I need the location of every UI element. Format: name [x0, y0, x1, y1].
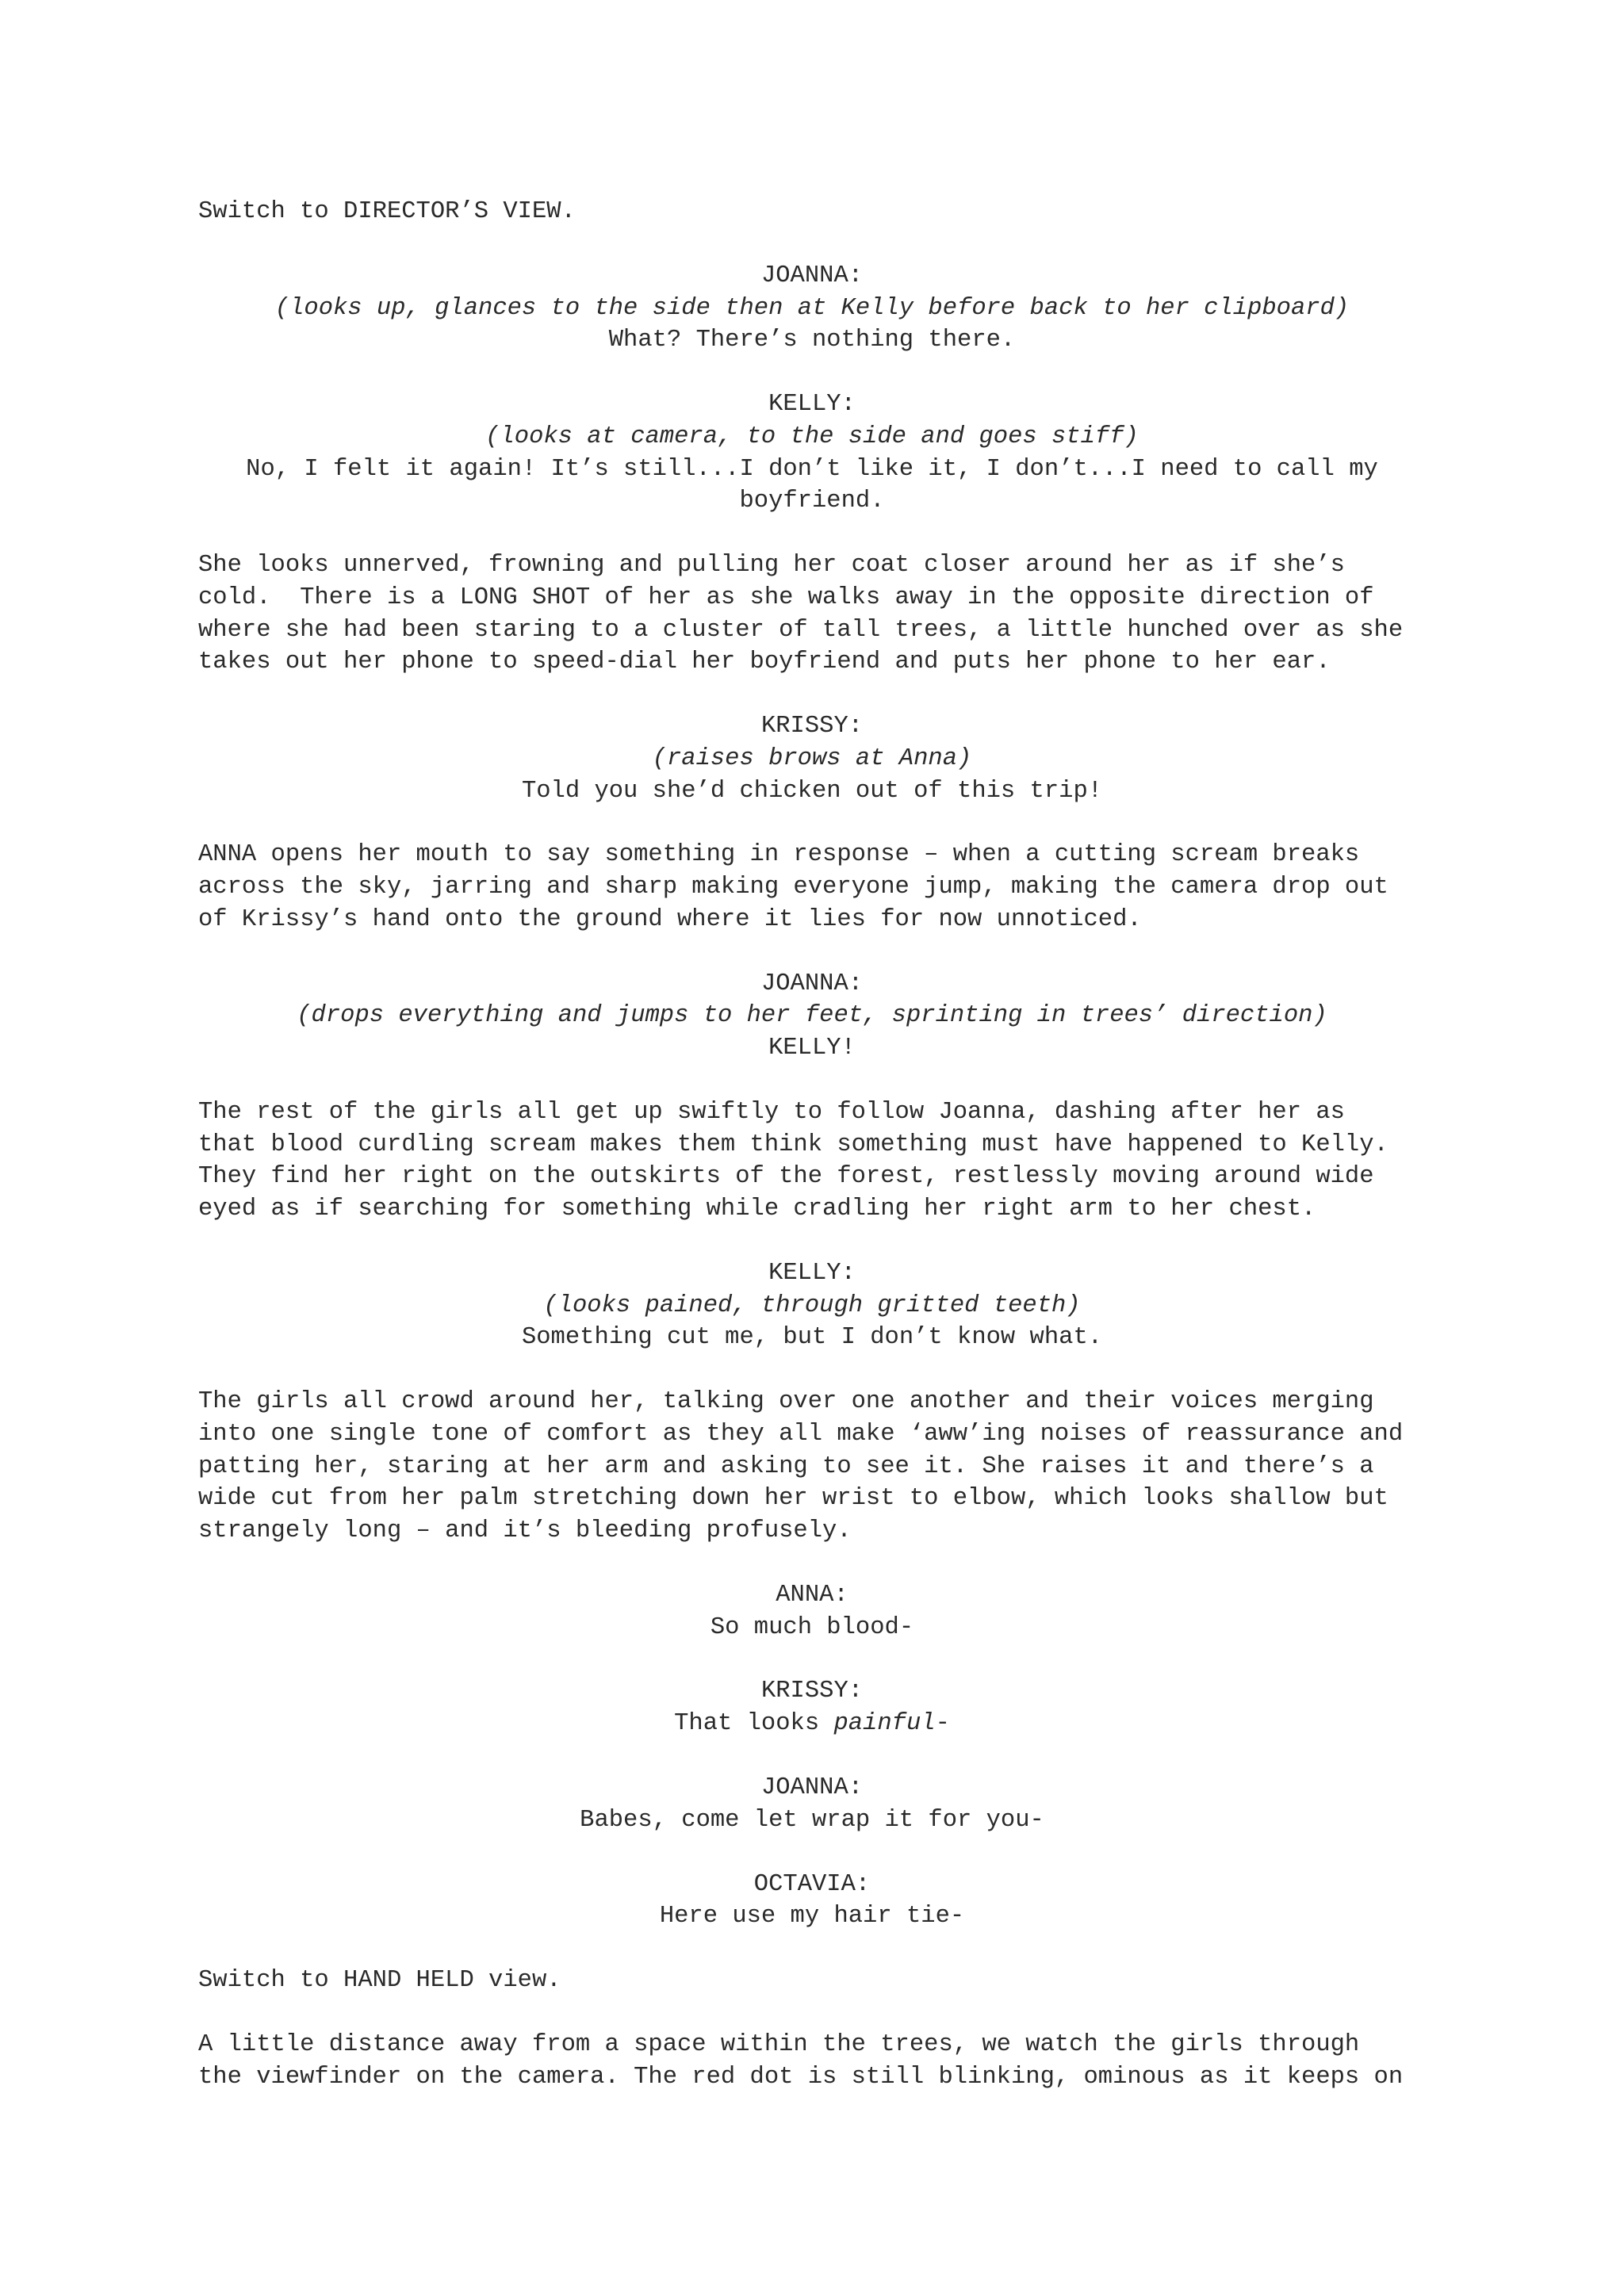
dialogue-text: -	[935, 1710, 950, 1737]
action-line: eyed as if searching for something while cradling her right arm to her chest.	[198, 1196, 1316, 1223]
parenthetical: (looks at camera, to the side and goes stiff)	[485, 423, 1139, 450]
scene-direction: Switch to DIRECTOR’S VIEW.	[198, 198, 576, 225]
character-name: KRISSY:	[760, 1678, 864, 1705]
character-name: KELLY:	[768, 1260, 856, 1287]
parenthetical: (looks up, glances to the side then at Kelly before back to her clipboard)	[274, 295, 1350, 322]
dialogue-line: Babes, come let wrap it for you-	[580, 1807, 1044, 1834]
action-line: that blood curdling scream makes them think something must have happened to Kelly.	[198, 1131, 1388, 1158]
character-name: KELLY:	[768, 391, 856, 418]
action-line: of Krissy’s hand onto the ground where it lies for now unnoticed.	[198, 906, 1142, 933]
action-line: where she had been staring to a cluster of tall trees, a little hunched over as she	[198, 617, 1404, 644]
action-line: The rest of the girls all get up swiftly to follow Joanna, dashing after her as	[198, 1099, 1345, 1126]
dialogue-line: KELLY!	[768, 1035, 856, 1062]
action-line: across the sky, jarring and sharp making everyone jump, making the camera drop out	[198, 874, 1388, 901]
character-name: KRISSY:	[760, 713, 864, 740]
action-line: A little distance away from a space within the trees, we watch the girls through	[198, 2031, 1360, 2058]
dialogue-line: So much blood-	[710, 1614, 914, 1641]
dialogue-text: That looks	[674, 1710, 834, 1737]
dialogue-line: boyfriend.	[739, 488, 885, 515]
action-line: strangely long – and it’s bleeding profusely.	[198, 1517, 852, 1544]
parenthetical: (looks pained, through gritted teeth)	[543, 1292, 1081, 1319]
character-name: OCTAVIA:	[753, 1871, 871, 1898]
action-line: ANNA opens her mouth to say something in response – when a cutting scream breaks	[198, 841, 1360, 868]
parenthetical: (drops everything and jumps to her feet, sprinting in trees’ direction)	[297, 1002, 1327, 1029]
dialogue-line: What? There’s nothing there.	[608, 327, 1016, 354]
dialogue-line: Here use my hair tie-	[659, 1903, 965, 1930]
action-line: The girls all crowd around her, talking over one another and their voices merging	[198, 1388, 1374, 1415]
action-line: into one single tone of comfort as they all make ‘aww’ing noises of reassurance and	[198, 1421, 1404, 1448]
action-line: the viewfinder on the camera. The red dot is still blinking, ominous as it keeps on	[198, 2064, 1404, 2091]
dialogue-line: No, I felt it again! It’s still...I don’t like it, I don’t...I need to call my	[246, 456, 1378, 483]
dialogue-line	[198, 1708, 1426, 1740]
action-line: takes out her phone to speed-dial her boyfriend and puts her phone to her ear.	[198, 649, 1331, 675]
emphasized-word: painful	[833, 1710, 936, 1737]
parenthetical: (raises brows at Anna)	[652, 745, 972, 772]
action-line: She looks unnerved, frowning and pulling her coat closer around her as if she’s	[198, 552, 1345, 579]
character-name: JOANNA:	[760, 1774, 864, 1801]
character-name: JOANNA:	[760, 262, 864, 289]
character-name: ANNA:	[776, 1582, 848, 1609]
scene-direction: Switch to HAND HELD view.	[198, 1967, 561, 1994]
action-line: wide cut from her palm stretching down her wrist to elbow, which looks shallow but	[198, 1485, 1388, 1512]
action-line: They find her right on the outskirts of the forest, restlessly moving around wide	[198, 1163, 1374, 1190]
dialogue-line: Told you she’d chicken out of this trip!	[521, 778, 1103, 805]
action-line: patting her, staring at her arm and asking to see it. She raises it and there’s a	[198, 1453, 1374, 1480]
action-line: cold. There is a LONG SHOT of her as she walks away in the opposite direction of	[198, 584, 1374, 611]
dialogue-line: Something cut me, but I don’t know what.	[521, 1324, 1103, 1351]
character-name: JOANNA:	[760, 970, 864, 997]
